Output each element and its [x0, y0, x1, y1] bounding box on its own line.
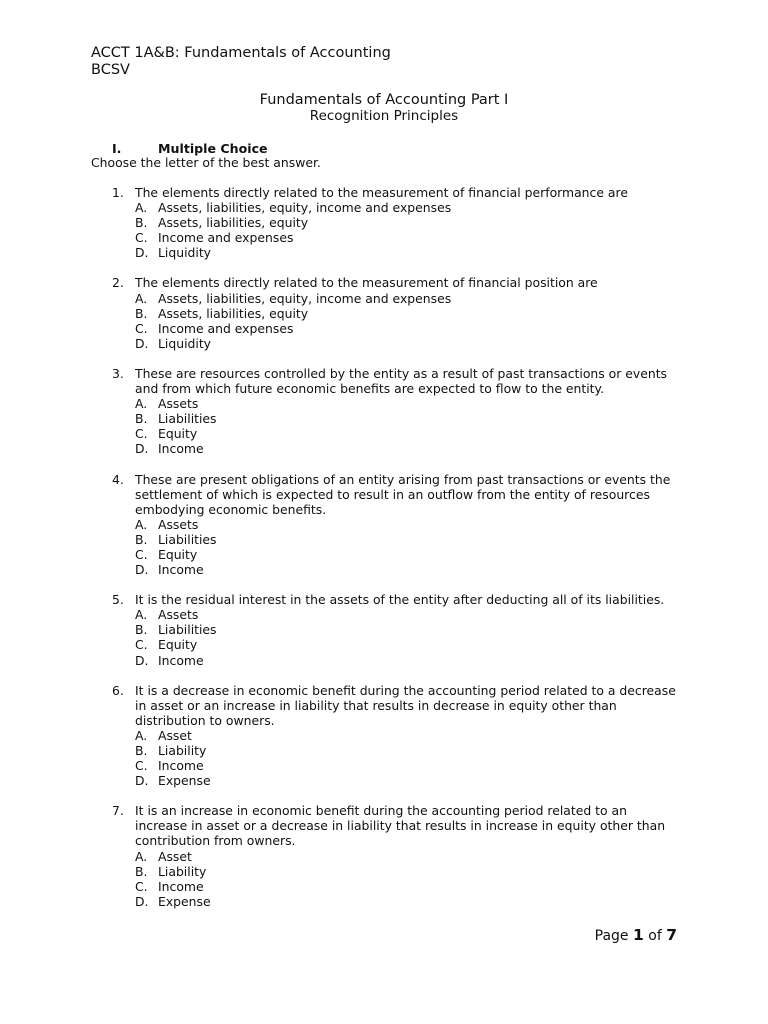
question-text: It is an increase in economic benefit during the accounting period related to an increase in asset or a decrease in liability that results in increase in equity other than contribution from owners.: [135, 803, 666, 849]
option-letter: D.: [135, 893, 149, 909]
option-a: [135, 396, 768, 411]
course-title: ACCT 1A&B: Fundamentals of Accounting: [91, 45, 391, 61]
section-heading: [112, 141, 268, 156]
option-letter: A.: [135, 516, 148, 532]
page-label: Page: [594, 928, 629, 944]
option-text: Liability: [158, 863, 207, 879]
option-text: Liabilities: [158, 411, 217, 427]
page-current: 1: [633, 926, 644, 944]
question-1: [0, 185, 768, 260]
option-b: [135, 532, 768, 547]
option-a: [135, 517, 768, 532]
option-letter: B.: [135, 215, 148, 231]
option-list: [0, 200, 768, 260]
question-text: It is a decrease in economic benefit during the accounting period related to a decrease in asset or an increase in liability that results in decrease in equity other than distribution to owners.: [135, 682, 676, 728]
question-text: It is the residual interest in the assets of the entity after deducting all of its liabilities.: [135, 592, 665, 608]
option-text: Equity: [158, 637, 198, 653]
option-letter: B.: [135, 743, 148, 758]
option-c: [135, 426, 768, 441]
section-number: I.: [112, 141, 122, 156]
option-letter: D.: [135, 441, 149, 457]
option-letter: A.: [135, 290, 148, 306]
option-d: [135, 653, 768, 668]
option-text: Assets, liabilities, equity: [158, 305, 309, 321]
option-a: [135, 200, 768, 215]
option-text: Liability: [158, 743, 207, 758]
question-text: These are present obligations of an entity arising from past transactions or events the settlement of which is expected to result in an outflow from the entity of resources embodying economic benefits.: [135, 471, 671, 517]
option-text: Assets: [158, 396, 199, 412]
document-subtitle: Recognition Principles: [309, 108, 459, 124]
option-b: [135, 622, 768, 637]
option-d: [135, 894, 768, 909]
option-letter: C.: [135, 230, 148, 246]
option-text: Income: [158, 758, 204, 774]
option-c: [135, 230, 768, 245]
option-text: Assets, liabilities, equity, income and expenses: [158, 290, 452, 306]
option-b: [135, 306, 768, 321]
option-a: [135, 728, 768, 743]
option-list: [0, 849, 768, 909]
option-text: Assets: [158, 607, 199, 623]
option-text: Income and expenses: [158, 230, 294, 246]
option-b: [135, 411, 768, 426]
question-2: [0, 275, 768, 350]
question-number: 1.: [112, 185, 124, 200]
question-list: [0, 185, 768, 924]
option-a: [135, 607, 768, 622]
option-c: [135, 758, 768, 773]
option-d: [135, 245, 768, 260]
question-text: The elements directly related to the measurement of financial position are: [135, 275, 598, 291]
option-d: [135, 441, 768, 456]
option-text: Assets, liabilities, equity, income and expenses: [158, 200, 452, 216]
option-c: [135, 547, 768, 562]
option-letter: A.: [135, 396, 148, 412]
option-b: [135, 215, 768, 230]
option-text: Assets, liabilities, equity: [158, 215, 309, 231]
document-title: Fundamentals of Accounting Part I: [259, 92, 509, 108]
option-c: [135, 637, 768, 652]
question-4: [0, 472, 768, 578]
option-list: [0, 396, 768, 456]
option-letter: D.: [135, 335, 149, 351]
option-letter: A.: [135, 848, 148, 864]
option-letter: B.: [135, 622, 148, 638]
option-list: [0, 517, 768, 577]
option-letter: C.: [135, 758, 148, 774]
page-of-label: of: [648, 928, 662, 944]
question-number: 3.: [112, 365, 124, 381]
course-code: BCSV: [91, 62, 130, 78]
option-list: [0, 291, 768, 351]
option-letter: C.: [135, 320, 148, 336]
page-indicator: [595, 926, 677, 945]
option-a: [135, 849, 768, 864]
option-text: Equity: [158, 546, 198, 562]
option-text: Expense: [158, 893, 211, 909]
option-letter: B.: [135, 305, 148, 321]
option-letter: A.: [135, 200, 148, 216]
option-d: [135, 336, 768, 351]
option-list: [0, 607, 768, 667]
option-text: Income: [158, 441, 204, 457]
option-letter: A.: [135, 727, 148, 743]
option-letter: C.: [135, 878, 148, 894]
option-letter: A.: [135, 607, 148, 623]
question-5: [0, 592, 768, 667]
option-b: [135, 743, 768, 758]
instructions: Choose the letter of the best answer.: [91, 155, 321, 170]
option-text: Equity: [158, 426, 198, 442]
question-text: The elements directly related to the measurement of financial performance are: [135, 185, 628, 200]
question-7: [0, 803, 768, 909]
question-6: [0, 683, 768, 789]
option-text: Liabilities: [158, 531, 217, 547]
option-text: Income: [158, 562, 204, 578]
option-text: Income: [158, 878, 204, 894]
option-d: [135, 773, 768, 788]
option-letter: B.: [135, 411, 148, 427]
option-list: [0, 728, 768, 788]
option-letter: C.: [135, 637, 148, 653]
option-letter: B.: [135, 863, 148, 879]
option-text: Liquidity: [158, 245, 212, 261]
section-title: Multiple Choice: [158, 141, 268, 156]
option-text: Liquidity: [158, 335, 212, 351]
question-3: [0, 366, 768, 457]
option-text: Assets: [158, 516, 199, 532]
option-text: Income and expenses: [158, 320, 294, 336]
question-number: 4.: [112, 471, 124, 487]
option-b: [135, 864, 768, 879]
option-letter: D.: [135, 562, 149, 578]
option-letter: D.: [135, 245, 149, 261]
option-letter: C.: [135, 546, 148, 562]
question-number: 2.: [112, 275, 124, 291]
option-c: [135, 321, 768, 336]
option-text: Income: [158, 652, 204, 668]
option-d: [135, 562, 768, 577]
option-a: [135, 291, 768, 306]
question-text: These are resources controlled by the entity as a result of past transactions or events and from which future economic benefits are expected to flow to the entity.: [135, 365, 668, 397]
option-text: Liabilities: [158, 622, 217, 638]
option-letter: D.: [135, 773, 149, 789]
option-letter: D.: [135, 652, 149, 668]
option-letter: C.: [135, 426, 148, 442]
option-text: Expense: [158, 773, 211, 789]
option-text: Asset: [158, 848, 192, 864]
question-number: 5.: [112, 592, 124, 608]
question-number: 6.: [112, 682, 124, 698]
option-c: [135, 879, 768, 894]
question-number: 7.: [112, 803, 124, 819]
page-total: 7: [666, 926, 677, 944]
option-text: Asset: [158, 727, 192, 743]
option-letter: B.: [135, 531, 148, 547]
